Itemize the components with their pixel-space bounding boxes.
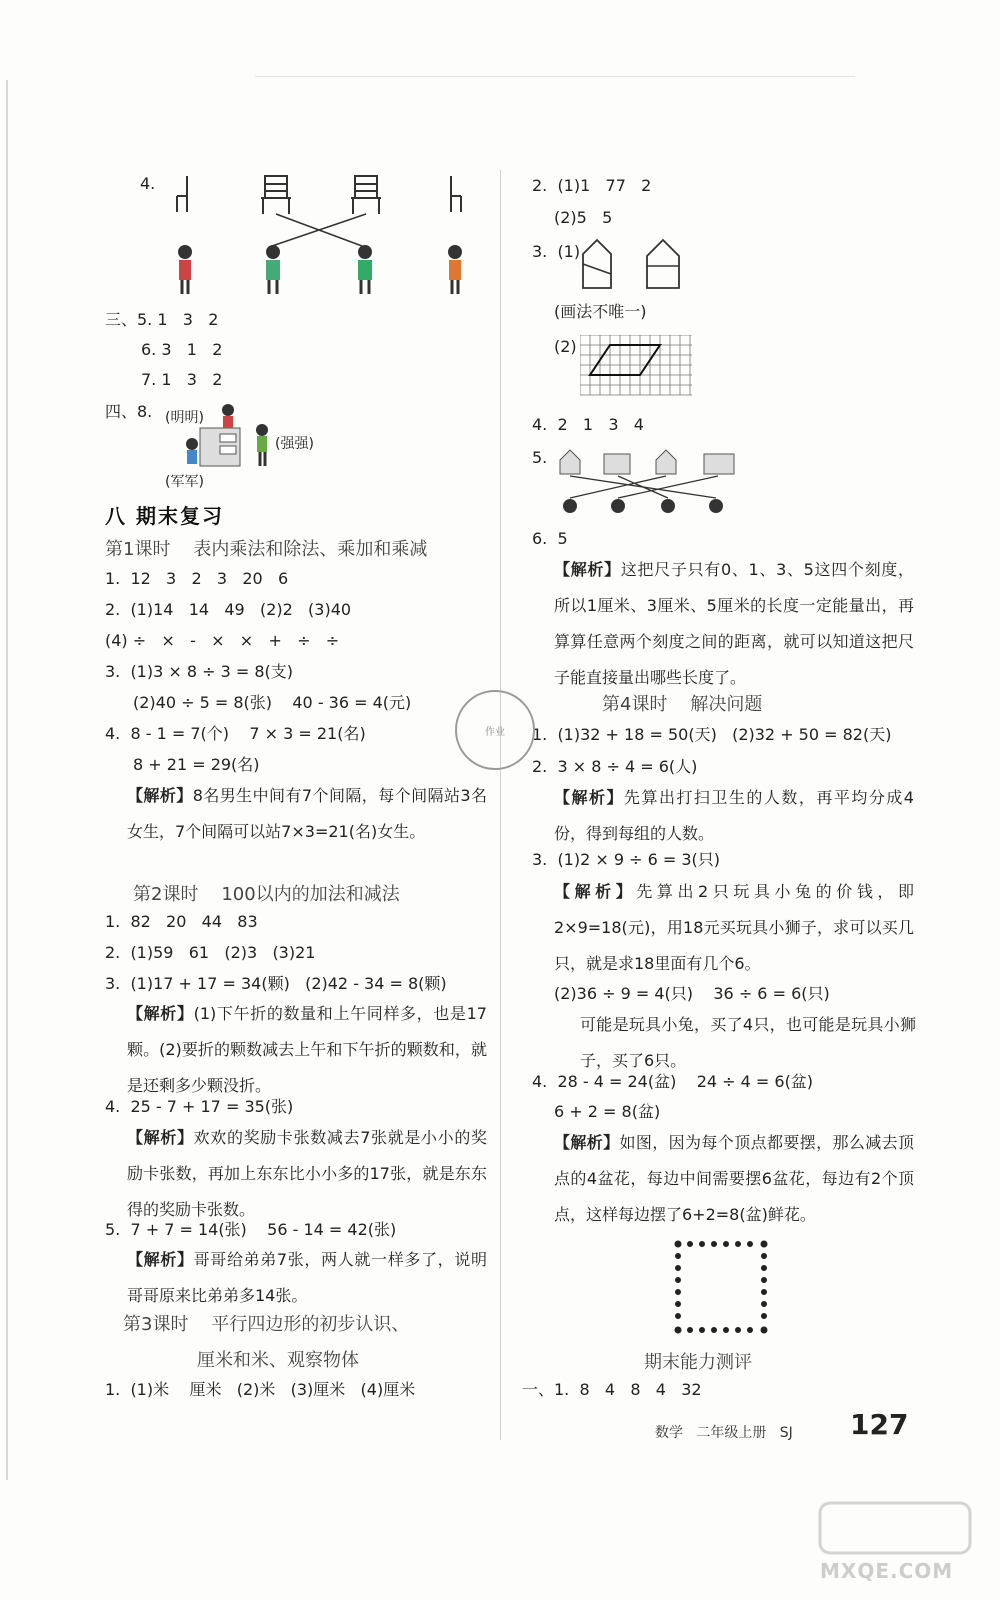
site-watermark bbox=[810, 1495, 980, 1590]
l1-q1: 1. 12 3 2 3 20 6 bbox=[105, 569, 289, 588]
watermark-url: MXQE.COM bbox=[820, 1559, 954, 1583]
child-4 bbox=[448, 245, 462, 294]
lesson1-title: 第1课时 表内乘法和除法、乘加和乘减 bbox=[105, 539, 428, 560]
analysis-tag: 【解析】 bbox=[554, 788, 624, 807]
r-q5-label: 5. bbox=[532, 448, 548, 467]
l4-q3b: (2)36 ÷ 9 = 4(只) 36 ÷ 6 = 6(只) bbox=[554, 984, 830, 1003]
analysis-text: (1)下午折的数量和上午同样多，也是17颗。(2)要折的颗数减去上午和下午折的颗数和，就是还剩多少颗没折。 bbox=[127, 1004, 487, 1095]
r-q3-2-label: (2) bbox=[554, 337, 577, 356]
l2-q5: 5. 7 + 7 = 14(张) 56 - 14 = 42(张) bbox=[105, 1220, 397, 1239]
q4-label: 4. bbox=[140, 174, 156, 193]
analysis-tag: 【解析】 bbox=[127, 1250, 194, 1269]
s3-q5: 三、5. 1 3 2 bbox=[105, 310, 219, 329]
flower-square-figure bbox=[672, 1238, 772, 1338]
page-edge bbox=[6, 80, 8, 1480]
l3-q1: 1. (1)米 厘米 (2)米 (3)厘米 (4)厘米 bbox=[105, 1380, 416, 1399]
analysis-tag: 【解析】 bbox=[554, 1133, 620, 1152]
r-q4: 4. 2 1 3 4 bbox=[532, 415, 644, 434]
analysis-text: 8名男生中间有7个间隔，每个间隔站3名女生，7个间隔可以站7×3=21(名)女生。 bbox=[127, 786, 487, 841]
child-3 bbox=[358, 245, 372, 294]
r-q2b: (2)5 5 bbox=[554, 208, 613, 227]
analysis-text: 这把尺子只有0、1、3、5这四个刻度，所以1厘米、3厘米、5厘米的长度一定能量出，再算算任意两个刻度之间的距离，就可以知道这把尺子能直接量出哪些长度了。 bbox=[554, 560, 914, 687]
child-2 bbox=[266, 245, 280, 294]
l2-q1: 1. 82 20 44 83 bbox=[105, 912, 258, 931]
analysis-tag: 【解析】 bbox=[554, 560, 621, 579]
l4-q2-analysis bbox=[554, 780, 914, 852]
l4-q3c: 可能是玩具小兔，买了4只，也可能是玩具小狮子，买了6只。 bbox=[580, 1015, 916, 1070]
r-q6: 6. 5 bbox=[532, 529, 568, 548]
l2-q5-analysis bbox=[127, 1242, 487, 1314]
label-qiangqiang: (强强) bbox=[275, 436, 314, 452]
analysis-tag: 【解析】 bbox=[127, 786, 193, 805]
label-junjun: (军军) bbox=[165, 474, 204, 490]
footer-subject: 数学 二年级上册 SJ bbox=[655, 1425, 793, 1441]
analysis-text: 先算出2只玩具小兔的价钱，即2×9=18(元)，用18元买玩具小狮子，求可以买几只，就是求18里面有几个6。 bbox=[554, 882, 914, 973]
l4-q2: 2. 3 × 8 ÷ 4 = 6(人) bbox=[532, 757, 698, 776]
stamp bbox=[455, 690, 535, 770]
stamp-text: 作业 bbox=[485, 726, 505, 738]
l4-q1: 1. (1)32 + 18 = 50(天) (2)32 + 50 = 82(天) bbox=[532, 725, 892, 744]
l1-q4b: 8 + 21 = 29(名) bbox=[133, 755, 260, 774]
r-q2a: 2. (1)1 77 2 bbox=[532, 176, 652, 195]
chair-side-right bbox=[451, 176, 461, 212]
l4-q3-analysis bbox=[554, 874, 914, 982]
lesson2-title: 第2课时 100以内的加法和减法 bbox=[133, 884, 400, 905]
l1-q3b: (2)40 ÷ 5 = 8(张) 40 - 36 = 4(元) bbox=[133, 693, 412, 712]
analysis-text: 哥哥给弟弟7张，两人就一样多了，说明哥哥原来比弟弟多14张。 bbox=[127, 1250, 487, 1305]
l4-q4-analysis bbox=[554, 1125, 914, 1233]
chair-side-left bbox=[177, 176, 187, 212]
s4-q8: 四、8. bbox=[105, 402, 153, 421]
section-title: 八 期末复习 bbox=[105, 504, 224, 528]
child-1 bbox=[178, 245, 192, 294]
l1-q3a: 3. (1)3 × 8 ÷ 3 = 8(支) bbox=[105, 662, 294, 681]
lesson3-title-b: 厘米和米、观察物体 bbox=[197, 1350, 359, 1371]
analysis-text: 如图，因为每个顶点都要摆，那么减去顶点的4盆花，每边中间需要摆6盆花，每边有2个顶点，这样每边摆了6+2=8(盆)鲜花。 bbox=[554, 1133, 914, 1224]
l1-q4a: 4. 8 - 1 = 7(个) 7 × 3 = 21(名) bbox=[105, 724, 366, 743]
r-q3-label: 3. (1) bbox=[532, 242, 581, 261]
l4-q4b: 6 + 2 = 8(盆) bbox=[554, 1102, 661, 1121]
s3-q7: 7. 1 3 2 bbox=[141, 370, 223, 389]
label-mingming: (明明) bbox=[165, 410, 204, 426]
l1-q2a: 2. (1)14 14 49 (2)2 (3)40 bbox=[105, 600, 352, 619]
l2-q4: 4. 25 - 7 + 17 = 35(张) bbox=[105, 1097, 294, 1116]
analysis-text: 欢欢的奖励卡张数减去7张就是小小的奖励卡张数，再加上东东比小小多的17张，就是东东得的奖励卡张数。 bbox=[127, 1128, 487, 1219]
page-number: 127 bbox=[850, 1408, 909, 1441]
analysis-tag: 【解析】 bbox=[127, 1004, 194, 1023]
l4-q4a: 4. 28 - 4 = 24(盆) 24 ÷ 4 = 6(盆) bbox=[532, 1072, 814, 1091]
analysis-tag: 【解析】 bbox=[127, 1128, 194, 1147]
l2-q3-analysis bbox=[127, 996, 487, 1104]
s3-q6: 6. 3 1 2 bbox=[141, 340, 223, 359]
parallelogram-grid-figure bbox=[580, 335, 692, 397]
chair-front-1 bbox=[261, 176, 291, 214]
final-test-title: 期末能力测评 bbox=[644, 1352, 752, 1373]
column-divider bbox=[500, 170, 501, 1440]
lesson4-title: 第4课时 解决问题 bbox=[602, 694, 763, 715]
l1-q2b: (4) ÷ × - × × + ÷ ÷ bbox=[105, 631, 340, 650]
l2-q2: 2. (1)59 61 (2)3 (3)21 bbox=[105, 943, 316, 962]
l2-q3: 3. (1)17 + 17 = 34(颗) (2)42 - 34 = 8(颗) bbox=[105, 974, 447, 993]
lesson3-title-a: 第3课时 平行四边形的初步认识、 bbox=[123, 1314, 410, 1335]
r-q6-analysis bbox=[554, 552, 914, 696]
chair-front-2 bbox=[351, 176, 381, 214]
final-q1: 一、1. 8 4 8 4 32 bbox=[522, 1380, 702, 1399]
l1-q4-analysis bbox=[127, 778, 487, 850]
l2-q4-analysis bbox=[127, 1120, 487, 1228]
l4-q3: 3. (1)2 × 9 ÷ 6 = 3(只) bbox=[532, 850, 721, 869]
top-rule bbox=[255, 76, 855, 77]
analysis-tag: 【解析】 bbox=[554, 882, 637, 901]
houses-children-figure bbox=[556, 446, 746, 516]
analysis-text: 先算出打扫卫生的人数，再平均分成4份，得到每组的人数。 bbox=[554, 788, 914, 843]
r-q3-note: (画法不唯一) bbox=[554, 302, 647, 321]
chairs-children-figure bbox=[165, 170, 485, 300]
house-shapes-figure bbox=[577, 234, 697, 294]
